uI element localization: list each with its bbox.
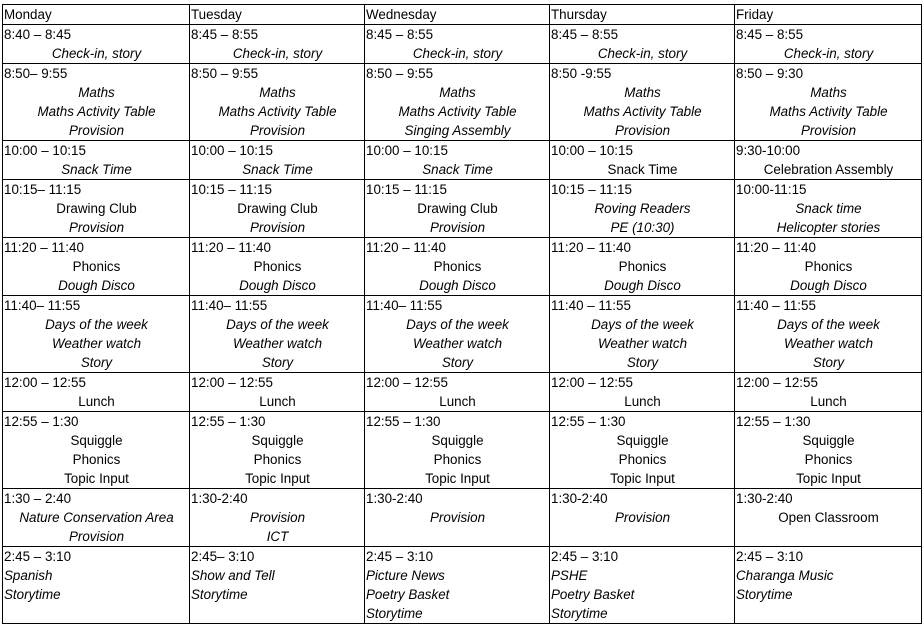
- timetable-cell-friday: [735, 238, 922, 296]
- activity-line: Maths Activity Table: [37, 104, 156, 119]
- timetable-cell-thursday: [550, 64, 735, 141]
- slot-time: 11:20 – 11:40: [4, 240, 84, 255]
- timetable-cell-thursday: [550, 373, 735, 412]
- activity-line: Provision: [249, 123, 306, 138]
- activity-line: Provision: [68, 529, 125, 544]
- activity-line: Phonics: [804, 259, 853, 274]
- slot-time: 1:30-2:40: [191, 491, 248, 506]
- timetable-row: [3, 412, 922, 489]
- slot-time: 12:00 – 12:55: [366, 375, 448, 390]
- activity-line: Check-in, story: [51, 46, 142, 61]
- activity-line: Check-in, story: [597, 46, 688, 61]
- timetable-cell-tuesday: [190, 238, 365, 296]
- slot-time: 11:40– 11:55: [366, 298, 443, 313]
- activity-line: Helicopter stories: [776, 220, 881, 235]
- activity-line: Days of the week: [777, 317, 880, 332]
- slot-time: 10:15– 11:15: [4, 182, 82, 197]
- activity-line: Drawing Club: [417, 201, 498, 216]
- activity-line: Maths Activity Table: [398, 104, 517, 119]
- slot-time: 8:50– 9:55: [4, 66, 68, 81]
- activity-line: Snack time: [795, 201, 862, 216]
- activity-line: Lunch: [259, 394, 296, 409]
- timetable-cell-tuesday: [190, 180, 365, 238]
- slot-time: 1:30-2:40: [551, 491, 608, 506]
- slot-time: 12:55 – 1:30: [4, 414, 79, 429]
- activity-line: Phonics: [618, 259, 667, 274]
- slot-time: 8:50 -9:55: [551, 66, 612, 81]
- activity-line: Squiggle: [802, 433, 855, 448]
- activity-line: Dough Disco: [419, 278, 496, 293]
- activity-line: Story: [441, 355, 474, 370]
- day-header-wednesday: Wednesday: [365, 5, 550, 25]
- slot-time: 1:30-2:40: [366, 491, 423, 506]
- activity-line: Story: [626, 355, 659, 370]
- timetable-cell-monday: [3, 25, 190, 64]
- slot-time: 12:55 – 1:30: [366, 414, 441, 429]
- activity-line: Provision: [429, 510, 486, 525]
- activity-line: Squiggle: [431, 433, 484, 448]
- activity-line: Weather watch: [51, 336, 142, 351]
- slot-time: 8:45 – 8:55: [736, 27, 804, 42]
- activity-line: Drawing Club: [237, 201, 318, 216]
- slot-time: 11:40– 11:55: [4, 298, 81, 313]
- timetable-cell-wednesday: [365, 238, 550, 296]
- activity-line: Check-in, story: [412, 46, 503, 61]
- timetable-row: [3, 373, 922, 412]
- activity-line: Spanish: [4, 568, 53, 583]
- activity-line: Topic Input: [245, 471, 310, 486]
- slot-time: 12:55 – 1:30: [551, 414, 626, 429]
- activity-line: Maths Activity Table: [769, 104, 888, 119]
- timetable-cell-thursday: [550, 547, 735, 624]
- activity-line: Phonics: [618, 452, 667, 467]
- activity-line: Maths Activity Table: [583, 104, 702, 119]
- slot-time: 12:00 – 12:55: [736, 375, 818, 390]
- activity-line: Phonics: [253, 452, 302, 467]
- activity-line: Phonics: [433, 259, 482, 274]
- activity-line: Provision: [249, 220, 306, 235]
- activity-line: Storytime: [4, 587, 61, 602]
- activity-line: Lunch: [624, 394, 661, 409]
- activity-line: Provision: [614, 510, 671, 525]
- timetable-cell-monday: [3, 373, 190, 412]
- activity-line: Provision: [68, 220, 125, 235]
- slot-time: 10:00 – 10:15: [366, 143, 448, 158]
- timetable-cell-monday: [3, 489, 190, 547]
- timetable-cell-friday: [735, 373, 922, 412]
- slot-time: 12:00 – 12:55: [191, 375, 273, 390]
- timetable-cell-friday: [735, 25, 922, 64]
- activity-line: Snack Time: [607, 162, 678, 177]
- timetable-cell-wednesday: [365, 64, 550, 141]
- activity-line: PSHE: [551, 568, 588, 583]
- day-header-monday: Monday: [3, 5, 190, 25]
- activity-line: Check-in, story: [232, 46, 323, 61]
- activity-line: Lunch: [810, 394, 847, 409]
- day-header-thursday: Thursday: [550, 5, 735, 25]
- timetable-body: [3, 25, 922, 624]
- timetable-row: [3, 64, 922, 141]
- activity-line: Provision: [800, 123, 857, 138]
- slot-time: 11:20 – 11:40: [191, 240, 271, 255]
- activity-line: Storytime: [736, 587, 793, 602]
- timetable-cell-wednesday: [365, 412, 550, 489]
- activity-line: Drawing Club: [56, 201, 137, 216]
- activity-line: Poetry Basket: [366, 587, 450, 602]
- activity-line: Story: [80, 355, 113, 370]
- activity-line: Story: [812, 355, 845, 370]
- activity-line: Lunch: [439, 394, 476, 409]
- slot-time: 2:45 – 3:10: [366, 549, 434, 564]
- day-header-tuesday: Tuesday: [190, 5, 365, 25]
- timetable-cell-thursday: [550, 141, 735, 180]
- activity-line: Dough Disco: [58, 278, 135, 293]
- timetable-cell-thursday: [550, 412, 735, 489]
- slot-time: 8:45 – 8:55: [551, 27, 619, 42]
- activity-line: Story: [261, 355, 294, 370]
- activity-line: Check-in, story: [783, 46, 874, 61]
- slot-time: 11:40 – 11:55: [551, 298, 631, 313]
- timetable-row: [3, 180, 922, 238]
- activity-line: Maths: [259, 85, 296, 100]
- slot-time: 1:30 – 2:40: [4, 491, 72, 506]
- activity-line: Weather watch: [232, 336, 323, 351]
- slot-time: 12:00 – 12:55: [551, 375, 633, 390]
- timetable-cell-friday: [735, 412, 922, 489]
- activity-line: Storytime: [191, 587, 248, 602]
- slot-time: 10:15 – 11:15: [191, 182, 272, 197]
- activity-line: Storytime: [366, 606, 423, 621]
- timetable-cell-wednesday: [365, 141, 550, 180]
- activity-line: Provision: [614, 123, 671, 138]
- timetable-cell-friday: [735, 296, 922, 373]
- activity-line: Topic Input: [796, 471, 861, 486]
- activity-line: Roving Readers: [594, 201, 691, 216]
- timetable-cell-friday: [735, 141, 922, 180]
- timetable-cell-monday: [3, 238, 190, 296]
- timetable-cell-tuesday: [190, 412, 365, 489]
- slot-time: 11:40 – 11:55: [736, 298, 816, 313]
- slot-time: 8:45 – 8:55: [366, 27, 434, 42]
- activity-line: Days of the week: [406, 317, 509, 332]
- activity-line: Provision: [68, 123, 125, 138]
- timetable-cell-monday: [3, 412, 190, 489]
- timetable-cell-friday: [735, 547, 922, 624]
- slot-time: 12:00 – 12:55: [4, 375, 86, 390]
- slot-time: 1:30-2:40: [736, 491, 793, 506]
- timetable-cell-monday: [3, 141, 190, 180]
- activity-line: Days of the week: [45, 317, 148, 332]
- slot-time: 10:00 – 10:15: [191, 143, 273, 158]
- timetable-cell-friday: [735, 489, 922, 547]
- activity-line: Phonics: [72, 452, 121, 467]
- timetable-cell-monday: [3, 547, 190, 624]
- slot-time: 11:20 – 11:40: [736, 240, 816, 255]
- timetable-cell-tuesday: [190, 296, 365, 373]
- slot-time: 11:20 – 11:40: [366, 240, 446, 255]
- timetable-row: [3, 296, 922, 373]
- activity-line: Nature Conservation Area: [19, 510, 174, 525]
- slot-time: 10:15 – 11:15: [366, 182, 447, 197]
- activity-line: Maths: [78, 85, 115, 100]
- activity-line: Phonics: [72, 259, 121, 274]
- timetable-cell-thursday: [550, 25, 735, 64]
- slot-time: 11:20 – 11:40: [551, 240, 631, 255]
- activity-line: Squiggle: [251, 433, 304, 448]
- slot-time: 8:50 – 9:30: [736, 66, 804, 81]
- activity-line: Weather watch: [412, 336, 503, 351]
- activity-line: Provision: [249, 510, 306, 525]
- activity-line: Show and Tell: [191, 568, 275, 583]
- activity-line: Squiggle: [70, 433, 123, 448]
- activity-line: Maths: [810, 85, 847, 100]
- activity-line: Phonics: [804, 452, 853, 467]
- timetable-cell-thursday: [550, 296, 735, 373]
- slot-time: 8:45 – 8:55: [191, 27, 259, 42]
- timetable-cell-friday: [735, 180, 922, 238]
- timetable-cell-monday: [3, 296, 190, 373]
- timetable-cell-tuesday: [190, 25, 365, 64]
- slot-time: 10:15 – 11:15: [551, 182, 632, 197]
- activity-line: Open Classroom: [778, 510, 879, 525]
- activity-line: Topic Input: [610, 471, 675, 486]
- activity-line: Days of the week: [226, 317, 329, 332]
- timetable-cell-thursday: [550, 180, 735, 238]
- timetable-cell-monday: [3, 64, 190, 141]
- activity-line: Lunch: [78, 394, 115, 409]
- activity-line: ICT: [266, 529, 289, 544]
- timetable-row: [3, 489, 922, 547]
- timetable-cell-wednesday: [365, 25, 550, 64]
- slot-time: 10:00 – 10:15: [4, 143, 86, 158]
- activity-line: Squiggle: [616, 433, 669, 448]
- day-header-friday: Friday: [735, 5, 922, 25]
- timetable-cell-tuesday: [190, 141, 365, 180]
- activity-line: Snack Time: [61, 162, 132, 177]
- timetable-cell-tuesday: [190, 489, 365, 547]
- timetable-cell-wednesday: [365, 547, 550, 624]
- activity-line: Dough Disco: [604, 278, 681, 293]
- timetable-cell-tuesday: [190, 373, 365, 412]
- day-header-row: [3, 5, 922, 25]
- activity-line: Maths Activity Table: [218, 104, 337, 119]
- timetable-cell-tuesday: [190, 547, 365, 624]
- slot-time: 11:40– 11:55: [191, 298, 268, 313]
- slot-time: 10:00 – 10:15: [551, 143, 633, 158]
- slot-time: 2:45– 3:10: [191, 549, 255, 564]
- activity-line: Singing Assembly: [404, 123, 511, 138]
- timetable-row: [3, 141, 922, 180]
- timetable-cell-friday: [735, 64, 922, 141]
- slot-time: 8:50 – 9:55: [366, 66, 434, 81]
- activity-line: Charanga Music: [736, 568, 834, 583]
- slot-time: 8:50 – 9:55: [191, 66, 259, 81]
- activity-line: Provision: [429, 220, 486, 235]
- activity-line: Dough Disco: [790, 278, 867, 293]
- slot-time: 8:40 – 8:45: [4, 27, 72, 42]
- slot-time: 2:45 – 3:10: [551, 549, 619, 564]
- weekly-timetable: [2, 4, 922, 624]
- activity-line: Weather watch: [783, 336, 874, 351]
- activity-line: Picture News: [366, 568, 445, 583]
- timetable-cell-thursday: [550, 489, 735, 547]
- timetable-cell-thursday: [550, 238, 735, 296]
- timetable-cell-wednesday: [365, 296, 550, 373]
- activity-line: Topic Input: [425, 471, 490, 486]
- timetable-cell-wednesday: [365, 180, 550, 238]
- activity-line: Maths: [624, 85, 661, 100]
- activity-line: Snack Time: [422, 162, 493, 177]
- timetable-cell-monday: [3, 180, 190, 238]
- slot-time: 10:00-11:15: [736, 182, 807, 197]
- timetable-row: [3, 238, 922, 296]
- activity-line: PE (10:30): [610, 220, 675, 235]
- slot-time: 12:55 – 1:30: [736, 414, 811, 429]
- timetable-cell-tuesday: [190, 64, 365, 141]
- activity-line: Maths: [439, 85, 476, 100]
- activity-line: Storytime: [551, 606, 608, 621]
- timetable-row: [3, 547, 922, 624]
- activity-line: Phonics: [253, 259, 302, 274]
- activity-line: Poetry Basket: [551, 587, 635, 602]
- slot-time: 9:30-10:00: [736, 143, 801, 158]
- activity-line: Days of the week: [591, 317, 694, 332]
- activity-line: Weather watch: [597, 336, 688, 351]
- timetable-row: [3, 25, 922, 64]
- timetable-cell-wednesday: [365, 373, 550, 412]
- slot-time: 2:45 – 3:10: [736, 549, 804, 564]
- activity-line: Topic Input: [64, 471, 129, 486]
- slot-time: 2:45 – 3:10: [4, 549, 72, 564]
- activity-line: Snack Time: [242, 162, 313, 177]
- activity-line: Celebration Assembly: [763, 162, 894, 177]
- activity-line: Dough Disco: [239, 278, 316, 293]
- slot-time: 12:55 – 1:30: [191, 414, 266, 429]
- timetable-cell-wednesday: [365, 489, 550, 547]
- activity-line: Phonics: [433, 452, 482, 467]
